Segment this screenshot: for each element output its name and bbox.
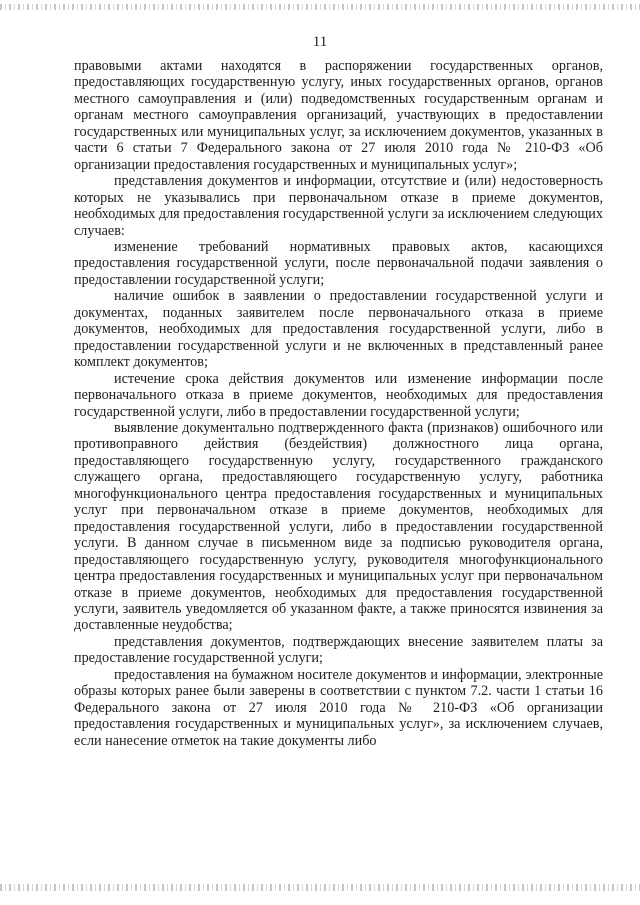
paragraph-official-error: выявление документально подтвержденного факта (признаков) ошибочного или противоправного действия (бездействия) должностного лица органа, предоставляющего государственную услугу, государственного гражданского служащего органа, предоставляющего государственную услугу, работника многофункционального центра предоставления государственных и муниципальных услуг при первоначальном отказе в приеме документов, необходимых для предоставления государственной услуги, либо в предоставлении государственной услуги. В данном случае в письменном виде за подписью руководителя органа, предоставляющего государственную услугу, руководителя многофункционального центра предоставления государственных и муниципальных услуг при первоначальном отказе в приеме документов, необходимых для предоставления государственной услуги, заявитель уведомляется об указанном факте, а также приносятся извинения за доставленные неудобства; [74,419,603,634]
scan-border-top [0,4,640,10]
scan-border-bottom [0,884,640,891]
paragraph-requirements-change: изменение требований нормативных правовых актов, касающихся предоставления государственной услуги, после первоначальной подачи заявления о предоставлении государственной услуги; [74,238,603,288]
paragraph-paper-documents: предоставления на бумажном носителе документов и информации, электронные образы которых ранее были заверены в соответствии с пунктом 7.2. части 1 статьи 16 Федерального закона от 27 июля 2010 года № 210-ФЗ «Об организации предоставления государственных и муниципальных услуг», за исключением случаев, если нанесение отметок на такие документы либо [74,666,603,749]
document-body [74,58,603,749]
paragraph-validity-expiry: истечение срока действия документов или изменение информации после первоначального отказа в приеме документов, необходимых для предоставления государственной услуги, либо в предоставлении государственной услуги; [74,370,603,420]
paragraph-documents-information: представления документов и информации, отсутствие и (или) недостоверность которых не указывались при первоначальном отказе в приеме документов, необходимых для предоставления государственной услуги за исключением следующих случаев: [74,173,603,239]
paragraph-application-errors: наличие ошибок в заявлении о предоставлении государственной услуги и документах, поданных заявителем после первоначального отказа в приеме документов, необходимых для предоставления государственной услуги, либо в предоставлении государственной услуги и не включенных в представленный ранее комплект документов; [74,288,603,371]
paragraph-payment-documents: представления документов, подтверждающих внесение заявителем платы за предоставление государственной услуги; [74,633,603,667]
page-number: 11 [312,34,328,50]
paragraph-continuation: правовыми актами находятся в распоряжении государственных органов, предоставляющих государственную услугу, иных государственных органов, органов местного самоуправления и (или) подведомственных государственным органам и органам местного самоуправления организаций, участвующих в предоставлении государственных или муниципальных услуг, за исключением документов, указанных в части 6 статьи 7 Федерального закона от 27 июля 2010 года № 210-ФЗ «Об организации предоставления государственных и муниципальных услуг»; [74,58,603,173]
